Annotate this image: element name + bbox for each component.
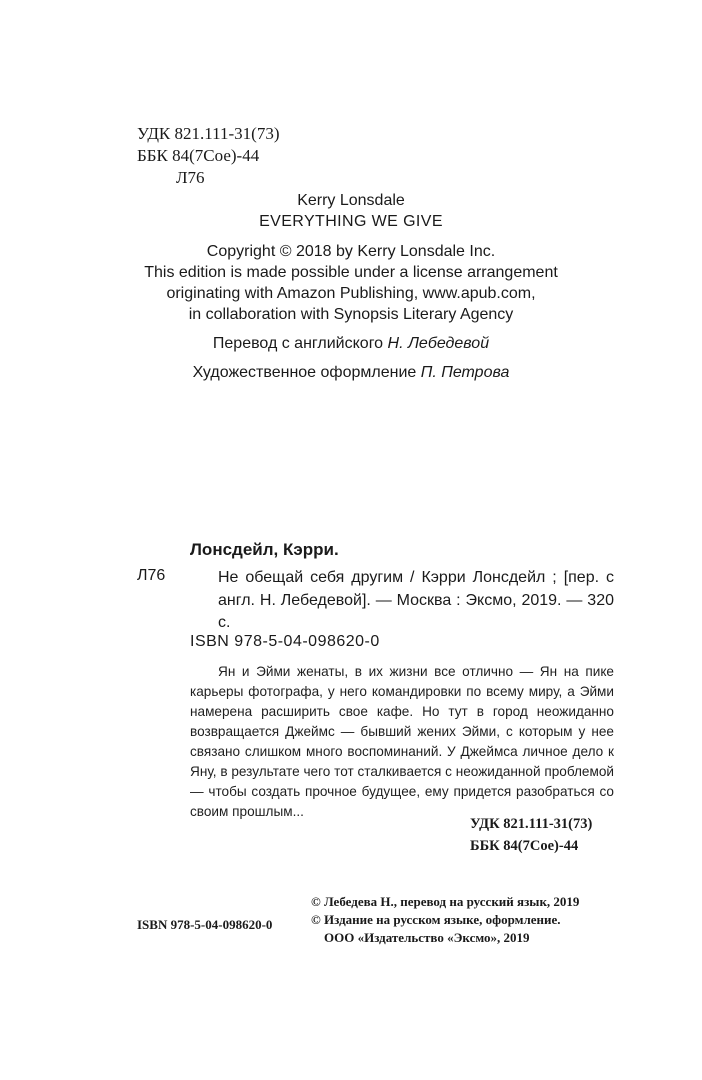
designer-name: П. Петрова — [420, 364, 510, 381]
copyright-line-1: Copyright © 2018 by Kerry Lonsdale Inc. — [206, 243, 496, 260]
annotation: Ян и Эйми женаты, в их жизни все отлично — Ян на пике карьеры фотографа, у него командировки по всему миру, а Эйми намерена расширить свое кафе. Но тут в город неожиданно возвращается Джеймс — бывший жених Эйми, с которым у нее связано слишком много воспоминаний. У Джеймса личное дело к Яну, в результате чего тот сталкивается с неожиданной проблемой — чтобы создать прочное будущее, ему придется разобраться со своим прошлым... — [190, 664, 614, 819]
design-credit — [0, 362, 702, 383]
footer-isbn: ISBN 978-5-04-098620-0 — [137, 917, 273, 932]
card-description: Не обещай себя другим / Кэрри Лонсдейл ; [пер. с англ. Н. Лебедевой]. — Москва : Эксмо, 2019. — 320 с. — [218, 569, 614, 631]
card-udk: УДК 821.111-31(73) — [470, 816, 593, 832]
copyright-line-2: This edition is made possible under a license arrangement — [144, 264, 558, 281]
card-heading: Лонсдейл, Кэрри. — [190, 540, 339, 559]
copyright-line-4: in collaboration with Synopsis Literary Agency — [188, 306, 514, 323]
author-mark: Л76 — [176, 168, 205, 187]
card-author-mark: Л76 — [137, 567, 166, 584]
original-author: Kerry Lonsdale — [297, 192, 405, 209]
card-bbk: ББК 84(7Сое)-44 — [470, 838, 579, 854]
card-isbn: ISBN 978-5-04-098620-0 — [190, 633, 380, 650]
copyright-publisher: ООО «Издательство «Эксмо», 2019 — [324, 930, 530, 945]
design-label: Художественное оформление — [192, 364, 421, 381]
original-title: EVERYTHING WE GIVE — [259, 213, 443, 230]
udk-code: УДК 821.111-31(73) — [137, 124, 280, 143]
translation-credit — [0, 333, 702, 354]
translator-name: Н. Лебедевой — [387, 335, 490, 352]
translation-label: Перевод с английского — [212, 335, 388, 352]
copyright-line-3: originating with Amazon Publishing, www.apub.com, — [166, 285, 536, 302]
copyright-edition: © Издание на русском языке, оформление. — [311, 912, 561, 927]
copyright-translation: © Лебедева Н., перевод на русский язык, 2019 — [311, 894, 580, 909]
bbk-code: ББК 84(7Сое)-44 — [137, 146, 260, 165]
